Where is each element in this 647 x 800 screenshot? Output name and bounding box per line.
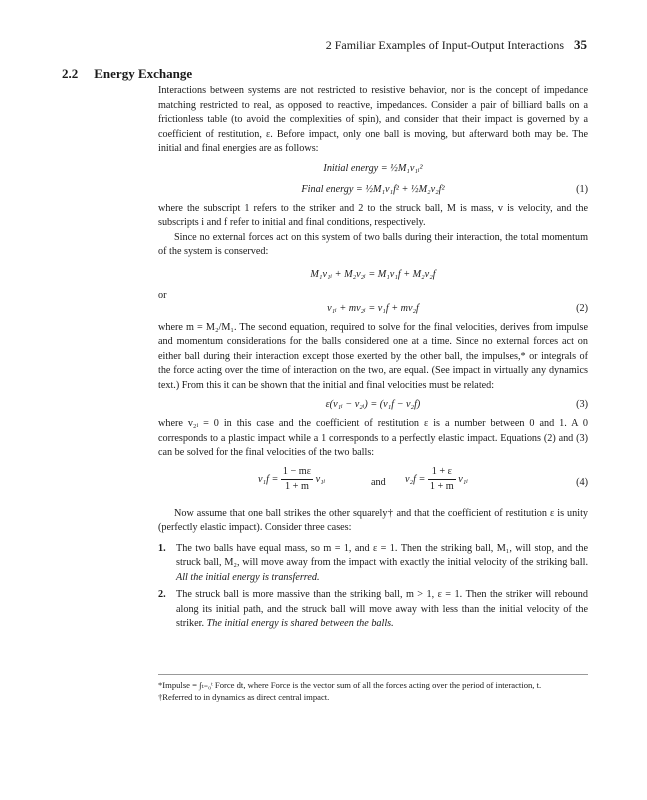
footnote-referred: †Referred to in dynamics as direct central impact.: [158, 692, 330, 702]
paragraph-cases-intro: Now assume that one ball strikes the other squarely† and that the coefficient of restitution ε is unity (perfectly elastic impact). Consider three cases:: [158, 507, 588, 533]
v2f-fraction: $\frac{1 + \varepsilon}{1 + m}$: [429, 465, 454, 492]
equation-final-energy: Final energy = ½M₁v₁f² + ½M₂v₂f² (1): [158, 181, 588, 199]
equation-number-2: (2): [576, 302, 588, 314]
section-number: 2.2: [62, 66, 79, 81]
equation-number-3: (3): [576, 399, 588, 410]
paragraph-subscripts: where the subscript 1 refers to the striker and 2 to the struck ball, M is mass, v is velocity, and the subscripts i and f refer to initial and final conditions, respectively.: [158, 202, 588, 228]
list-item: 1. The two balls have equal mass, so m = 1, and ε = 1. Then the striking ball, M₁, will stop, and the struck ball, M₂, will move away from the impact with exactly the initial velocity of the striking ball. All the initial energy is transferred.: [158, 542, 588, 583]
v2f-lhs: v₂f =: [405, 473, 426, 485]
footnote-impulse: *Impulse = ∫ₜ₌₀ᵗ Force dt, where Force is the vector sum of all the forces acting over the period of interaction, t.: [158, 680, 542, 690]
v2f-tail: v₁ᵢ: [458, 473, 468, 485]
equation-final-velocities: [158, 465, 588, 501]
or-word: or: [158, 290, 167, 301]
list-item: 2. The struck ball is more massive than the striking ball, m > 1, ε = 1. Then the striker will rebound along its initial path, and the struck ball will move away with less than the initial velocity of the striker. The initial energy is shared between the balls.: [158, 589, 588, 629]
paragraph-restitution: where v₂ᵢ = 0 in this case and the coefficient of restitution ε is a number between 0 and 1. A 0 corresponds to a plastic impact while a 1 corresponds to a perfectly elastic impact. Equations (2) and (3) can be solved for the final velocities of the two balls:: [158, 418, 588, 458]
v1f-fraction: $\frac{1 - m\varepsilon}{1 + m}$: [282, 465, 312, 492]
body-text: [158, 84, 588, 635]
equation-momentum: M₁v₁ᵢ + M₂v₂ᵢ = M₁v₁f + M₂v₂f: [310, 268, 436, 280]
equation-number-4: (4): [576, 476, 588, 488]
equation-restitution: ε(v₁ᵢ − v₂ᵢ) = (v₁f − v₂f) (3): [158, 396, 588, 414]
running-header: [326, 37, 587, 53]
paragraph-impulse: where m = M₂/M₁. The second equation, required to solve for the final velocities, derives from impulse and momentum considerations for the balls considered one at a time. Since no external forces act on either ball during their interaction except those exerted by the other ball, the impulses,* or integrals of the force acting over the time of interaction on the two, are equal. (See impact in virtually any dynamics text.) From this it can be shown that the initial and final velocities must be related:: [158, 321, 588, 391]
footnote-rule: [158, 674, 588, 675]
page-number: 35: [574, 37, 587, 52]
paragraph-intro: Interactions between systems are not restricted to resistive behavior, nor is the concept of impedance matching restricted to real, as opposed to reactive, impedances. Consider a pair of billiard balls on a frictionless table (to avoid the complexities of spin), and consider that their impact is governed by a coefficient of restitution, ε. Before impact, only one ball is moving, but afterward both may be. The initial and final energies are as follows:: [158, 85, 588, 154]
equation-number-1: (1): [576, 183, 588, 195]
equation-initial-energy: Initial energy = ½M₁v₁ᵢ²: [323, 162, 423, 174]
and-word: and: [371, 476, 386, 488]
equation-momentum-ratio: v₁ᵢ + mv₂ᵢ = v₁f + mv₂f (2): [158, 300, 588, 318]
v1f-lhs: v₁f =: [258, 473, 279, 485]
section-title: Energy Exchange: [94, 66, 193, 81]
running-title: 2 Familiar Examples of Input-Output Interactions: [325, 38, 564, 52]
section-heading: [62, 66, 192, 82]
paragraph-momentum: Since no external forces act on this system of two balls during their interaction, the total momentum of the system is conserved:: [158, 231, 588, 257]
cases-list: [158, 542, 588, 632]
footnotes: [158, 679, 588, 703]
v1f-tail: v₁ᵢ: [315, 473, 326, 485]
